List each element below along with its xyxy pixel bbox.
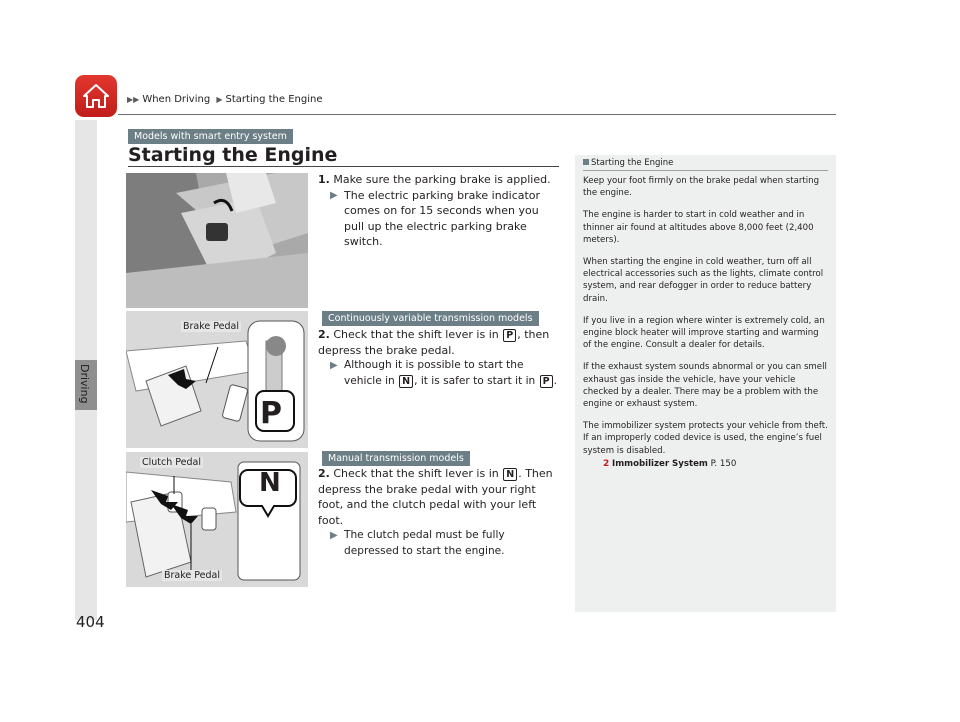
step-2-cvt-number: 2. xyxy=(318,328,330,341)
step-2-manual xyxy=(318,466,560,559)
chapter-tab-label: Driving xyxy=(78,364,91,404)
gear-key-p: P xyxy=(540,375,553,388)
home-icon xyxy=(81,81,111,111)
manual-brake-pedal-label: Brake Pedal xyxy=(164,570,220,581)
manual-models-tag: Manual transmission models xyxy=(322,451,470,466)
sidebar-paragraph: If the exhaust system sounds abnormal or you can smell exhaust gas inside the vehicle, have your vehicle checked by a dealer. There may be a problem with the engine or exhaust system. xyxy=(583,362,827,410)
cvt-gear-p-label: P xyxy=(260,396,282,431)
immobilizer-link[interactable] xyxy=(583,458,828,470)
step-2-manual-number: 2. xyxy=(318,467,330,480)
step-2-manual-text: Check that the shift lever is in xyxy=(333,467,499,480)
manual-pedal-illustration xyxy=(126,452,308,587)
immobilizer-link-label: Immobilizer System xyxy=(612,458,708,469)
manual-gear-n-label: N xyxy=(259,468,281,498)
gear-key-p: P xyxy=(503,329,516,342)
arrow-icon: ▶ xyxy=(330,360,338,371)
header-divider xyxy=(118,114,836,115)
breadcrumb-item-starting-engine[interactable]: Starting the Engine xyxy=(225,94,323,105)
sidebar-heading xyxy=(583,158,828,168)
breadcrumb-item-when-driving[interactable]: When Driving xyxy=(142,94,211,105)
parking-brake-photo xyxy=(126,173,308,308)
sidebar-paragraph: If you live in a region where winter is extremely cold, an engine block heater will improve starting and warming of the engine. Consult a dealer for details. xyxy=(583,315,825,351)
arrow-icon: ▶ xyxy=(330,530,338,541)
page-number: 404 xyxy=(76,613,105,631)
note-marker-icon xyxy=(583,159,589,165)
breadcrumb xyxy=(127,94,322,105)
step-2-cvt-text: Check that the shift lever is in xyxy=(333,328,499,341)
step-2-cvt-note-mid: , it is safer to start it in xyxy=(414,374,536,387)
immobilizer-link-page: P. 150 xyxy=(710,458,737,469)
step-2-cvt xyxy=(318,327,560,389)
cvt-models-tag: Continuously variable transmission models xyxy=(322,311,539,326)
step-1-text: Make sure the parking brake is applied. xyxy=(333,173,551,186)
sidebar-body xyxy=(575,171,836,470)
breadcrumb-arrow-icon: ▶▶ xyxy=(127,95,140,104)
cvt-brake-illustration xyxy=(126,311,308,448)
step-1-note: The electric parking brake indicator comes on for 15 seconds when you pull up the electric parking brake switch. xyxy=(344,188,541,248)
gear-key-n: N xyxy=(503,468,517,481)
home-button[interactable] xyxy=(75,75,117,117)
arrow-icon: ▶ xyxy=(330,189,338,201)
clutch-pedal-label: Clutch Pedal xyxy=(142,457,202,468)
breadcrumb-arrow-icon: ▶ xyxy=(216,95,223,104)
sidebar-paragraph: Keep your foot firmly on the brake pedal when starting the engine. xyxy=(583,176,820,199)
step-2-manual-note: The clutch pedal must be fully depressed to start the engine. xyxy=(344,529,505,557)
cvt-brake-pedal-label: Brake Pedal xyxy=(183,321,239,332)
step-2-cvt-note-end: . xyxy=(553,374,557,387)
step-2-cvt-text-end: , then depress the brake pedal. xyxy=(318,328,550,357)
step-2-cvt-note: Although it is possible to start the vehicle in xyxy=(344,359,524,387)
smart-entry-tag: Models with smart entry system xyxy=(128,129,293,144)
sidebar-paragraph: The engine is harder to start in cold weather and in thinner air found at altitudes above 8,000 feet (2,400 meters). xyxy=(583,210,814,245)
sidebar-paragraph: When starting the engine in cold weather, turn off all electrical accessories such as the lights, climate control system, and rear defogger in order to reduce battery drain. xyxy=(583,257,824,304)
sidebar-notes xyxy=(575,155,836,612)
sidebar-heading-text: Starting the Engine xyxy=(591,158,674,168)
step-1-number: 1. xyxy=(318,173,330,186)
sidebar-paragraph: The immobilizer system protects your vehicle from theft. If an improperly coded device is used, the engine’s fuel system is disabled. xyxy=(583,421,828,456)
page-title: Starting the Engine xyxy=(128,144,338,166)
gear-key-n: N xyxy=(399,375,413,388)
title-divider xyxy=(128,166,559,167)
step-2-manual-text-end: . Then depress the brake pedal with your right foot, and the clutch pedal with your left foot. xyxy=(318,467,553,527)
link-arrow-icon: 2 xyxy=(603,458,610,469)
step-1 xyxy=(318,172,558,250)
